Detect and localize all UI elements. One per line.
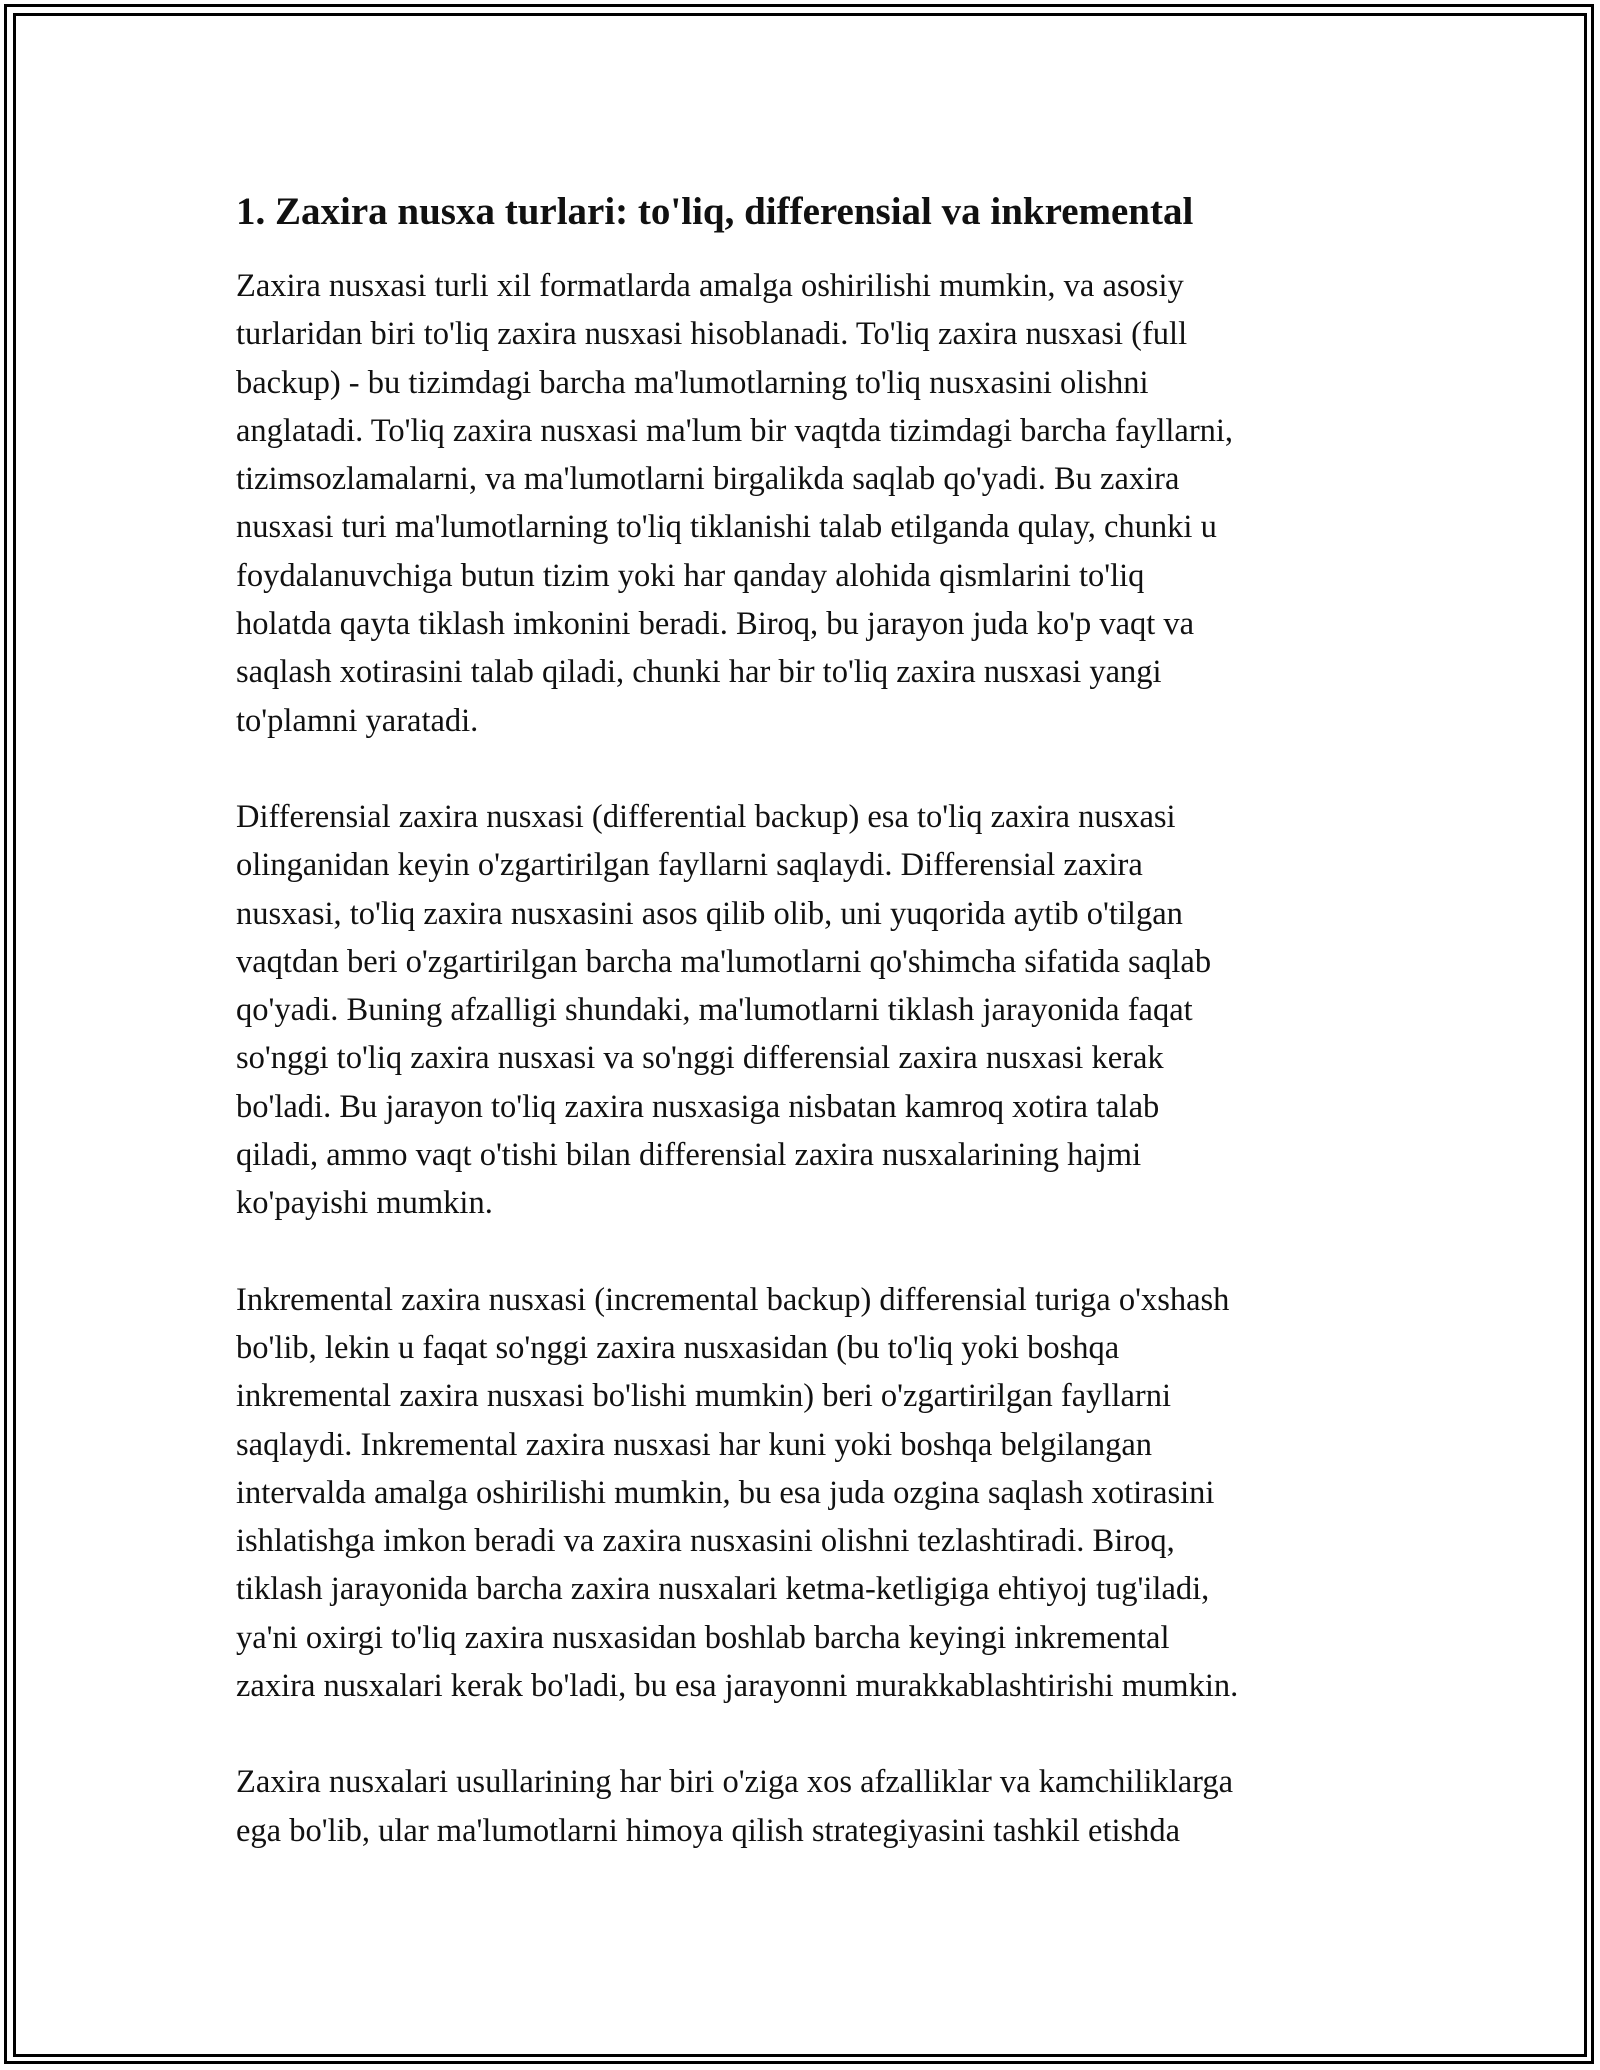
text-line: bo'ladi. Bu jarayon to'liq zaxira nusxasiga nisbatan kamroq xotira talab (236, 1088, 1160, 1125)
text-line: Differensial zaxira nusxasi (differential backup) esa to'liq zaxira nusxasi (236, 798, 1176, 835)
text-line: inkremental zaxira nusxasi bo'lishi mumkin) beri o'zgartirilgan fayllarni (236, 1378, 1171, 1415)
text-line: backup) - bu tizimdagi barcha ma'lumotlarning to'liq nusxasini olishni (236, 364, 1149, 401)
text-line: saqlaydi. Inkremental zaxira nusxasi har kuni yoki boshqa belgilangan (236, 1426, 1153, 1463)
text-line: Zaxira nusxalari usullarining har biri o'ziga xos afzalliklar va kamchiliklarga (236, 1764, 1234, 1801)
section-heading: 1. Zaxira nusxa turlari: to'liq, differensial va inkremental (236, 190, 1194, 233)
text-line: to'plamni yaratadi. (236, 702, 479, 739)
text-line: foydalanuvchiga butun tizim yoki har qanday alohida qismlarini to'liq (236, 557, 1145, 594)
text-line: so'nggi to'liq zaxira nusxasi va so'nggi differensial zaxira nusxasi kerak (236, 1040, 1164, 1077)
text-line: olinganidan keyin o'zgartirilgan fayllarni saqlaydi. Differensial zaxira (236, 847, 1143, 884)
text-line: intervalda amalga oshirilishi mumkin, bu esa juda ozgina saqlash xotirasini (236, 1474, 1215, 1511)
text-line: Inkremental zaxira nusxasi (incremental backup) differensial turiga o'xshash (236, 1281, 1230, 1318)
text-line: nusxasi turi ma'lumotlarning to'liq tiklanishi talab etilganda qulay, chunki u (236, 509, 1217, 546)
paragraph-differential-backup (236, 793, 1386, 1228)
text-line: tizimsozlamalarni, va ma'lumotlarni birgalikda saqlab qo'yadi. Bu zaxira (236, 461, 1180, 498)
text-line: qiladi, ammo vaqt o'tishi bilan differensial zaxira nusxalarining hajmi (236, 1137, 1142, 1174)
paragraph-conclusion (236, 1758, 1386, 1855)
text-line: vaqtdan beri o'zgartirilgan barcha ma'lumotlarni qo'shimcha sifatida saqlab (236, 943, 1212, 980)
text-line: turlaridan biri to'liq zaxira nusxasi hisoblanadi. To'liq zaxira nusxasi (full (236, 316, 1188, 353)
text-line: nusxasi, to'liq zaxira nusxasini asos qilib olib, uni yuqorida aytib o'tilgan (236, 895, 1183, 932)
text-line: anglatadi. To'liq zaxira nusxasi ma'lum bir vaqtda tizimdagi barcha fayllarni, (236, 412, 1234, 449)
text-line: saqlash xotirasini talab qiladi, chunki har bir to'liq zaxira nusxasi yangi (236, 654, 1162, 691)
text-line: qo'yadi. Buning afzalligi shundaki, ma'lumotlarni tiklash jarayonida faqat (236, 992, 1193, 1029)
document-body (236, 184, 1386, 1903)
text-line: holatda qayta tiklash imkonini beradi. Biroq, bu jarayon juda ko'p vaqt va (236, 606, 1195, 643)
text-line: bo'lib, lekin u faqat so'nggi zaxira nusxasidan (bu to'liq yoki boshqa (236, 1329, 1120, 1366)
paragraph-full-backup (236, 262, 1386, 745)
text-line: ko'payishi mumkin. (236, 1185, 493, 1222)
text-line: Zaxira nusxasi turli xil formatlarda amalga oshirilishi mumkin, va asosiy (236, 268, 1184, 304)
text-line: ya'ni oxirgi to'liq zaxira nusxasidan boshlab barcha keyingi inkremental (236, 1619, 1170, 1656)
text-line: zaxira nusxalari kerak bo'ladi, bu esa jarayonni murakkablashtirishi mumkin. (236, 1668, 1239, 1705)
paragraph-incremental-backup (236, 1276, 1386, 1711)
text-line: tiklash jarayonida barcha zaxira nusxalari ketma-ketligiga ehtiyoj tug'iladi, (236, 1571, 1210, 1608)
text-line: ishlatishga imkon beradi va zaxira nusxasini olishni tezlashtiradi. Biroq, (236, 1523, 1175, 1560)
text-line: ega bo'lib, ular ma'lumotlarni himoya qilish strategiyasini tashkil etishda (236, 1812, 1181, 1849)
